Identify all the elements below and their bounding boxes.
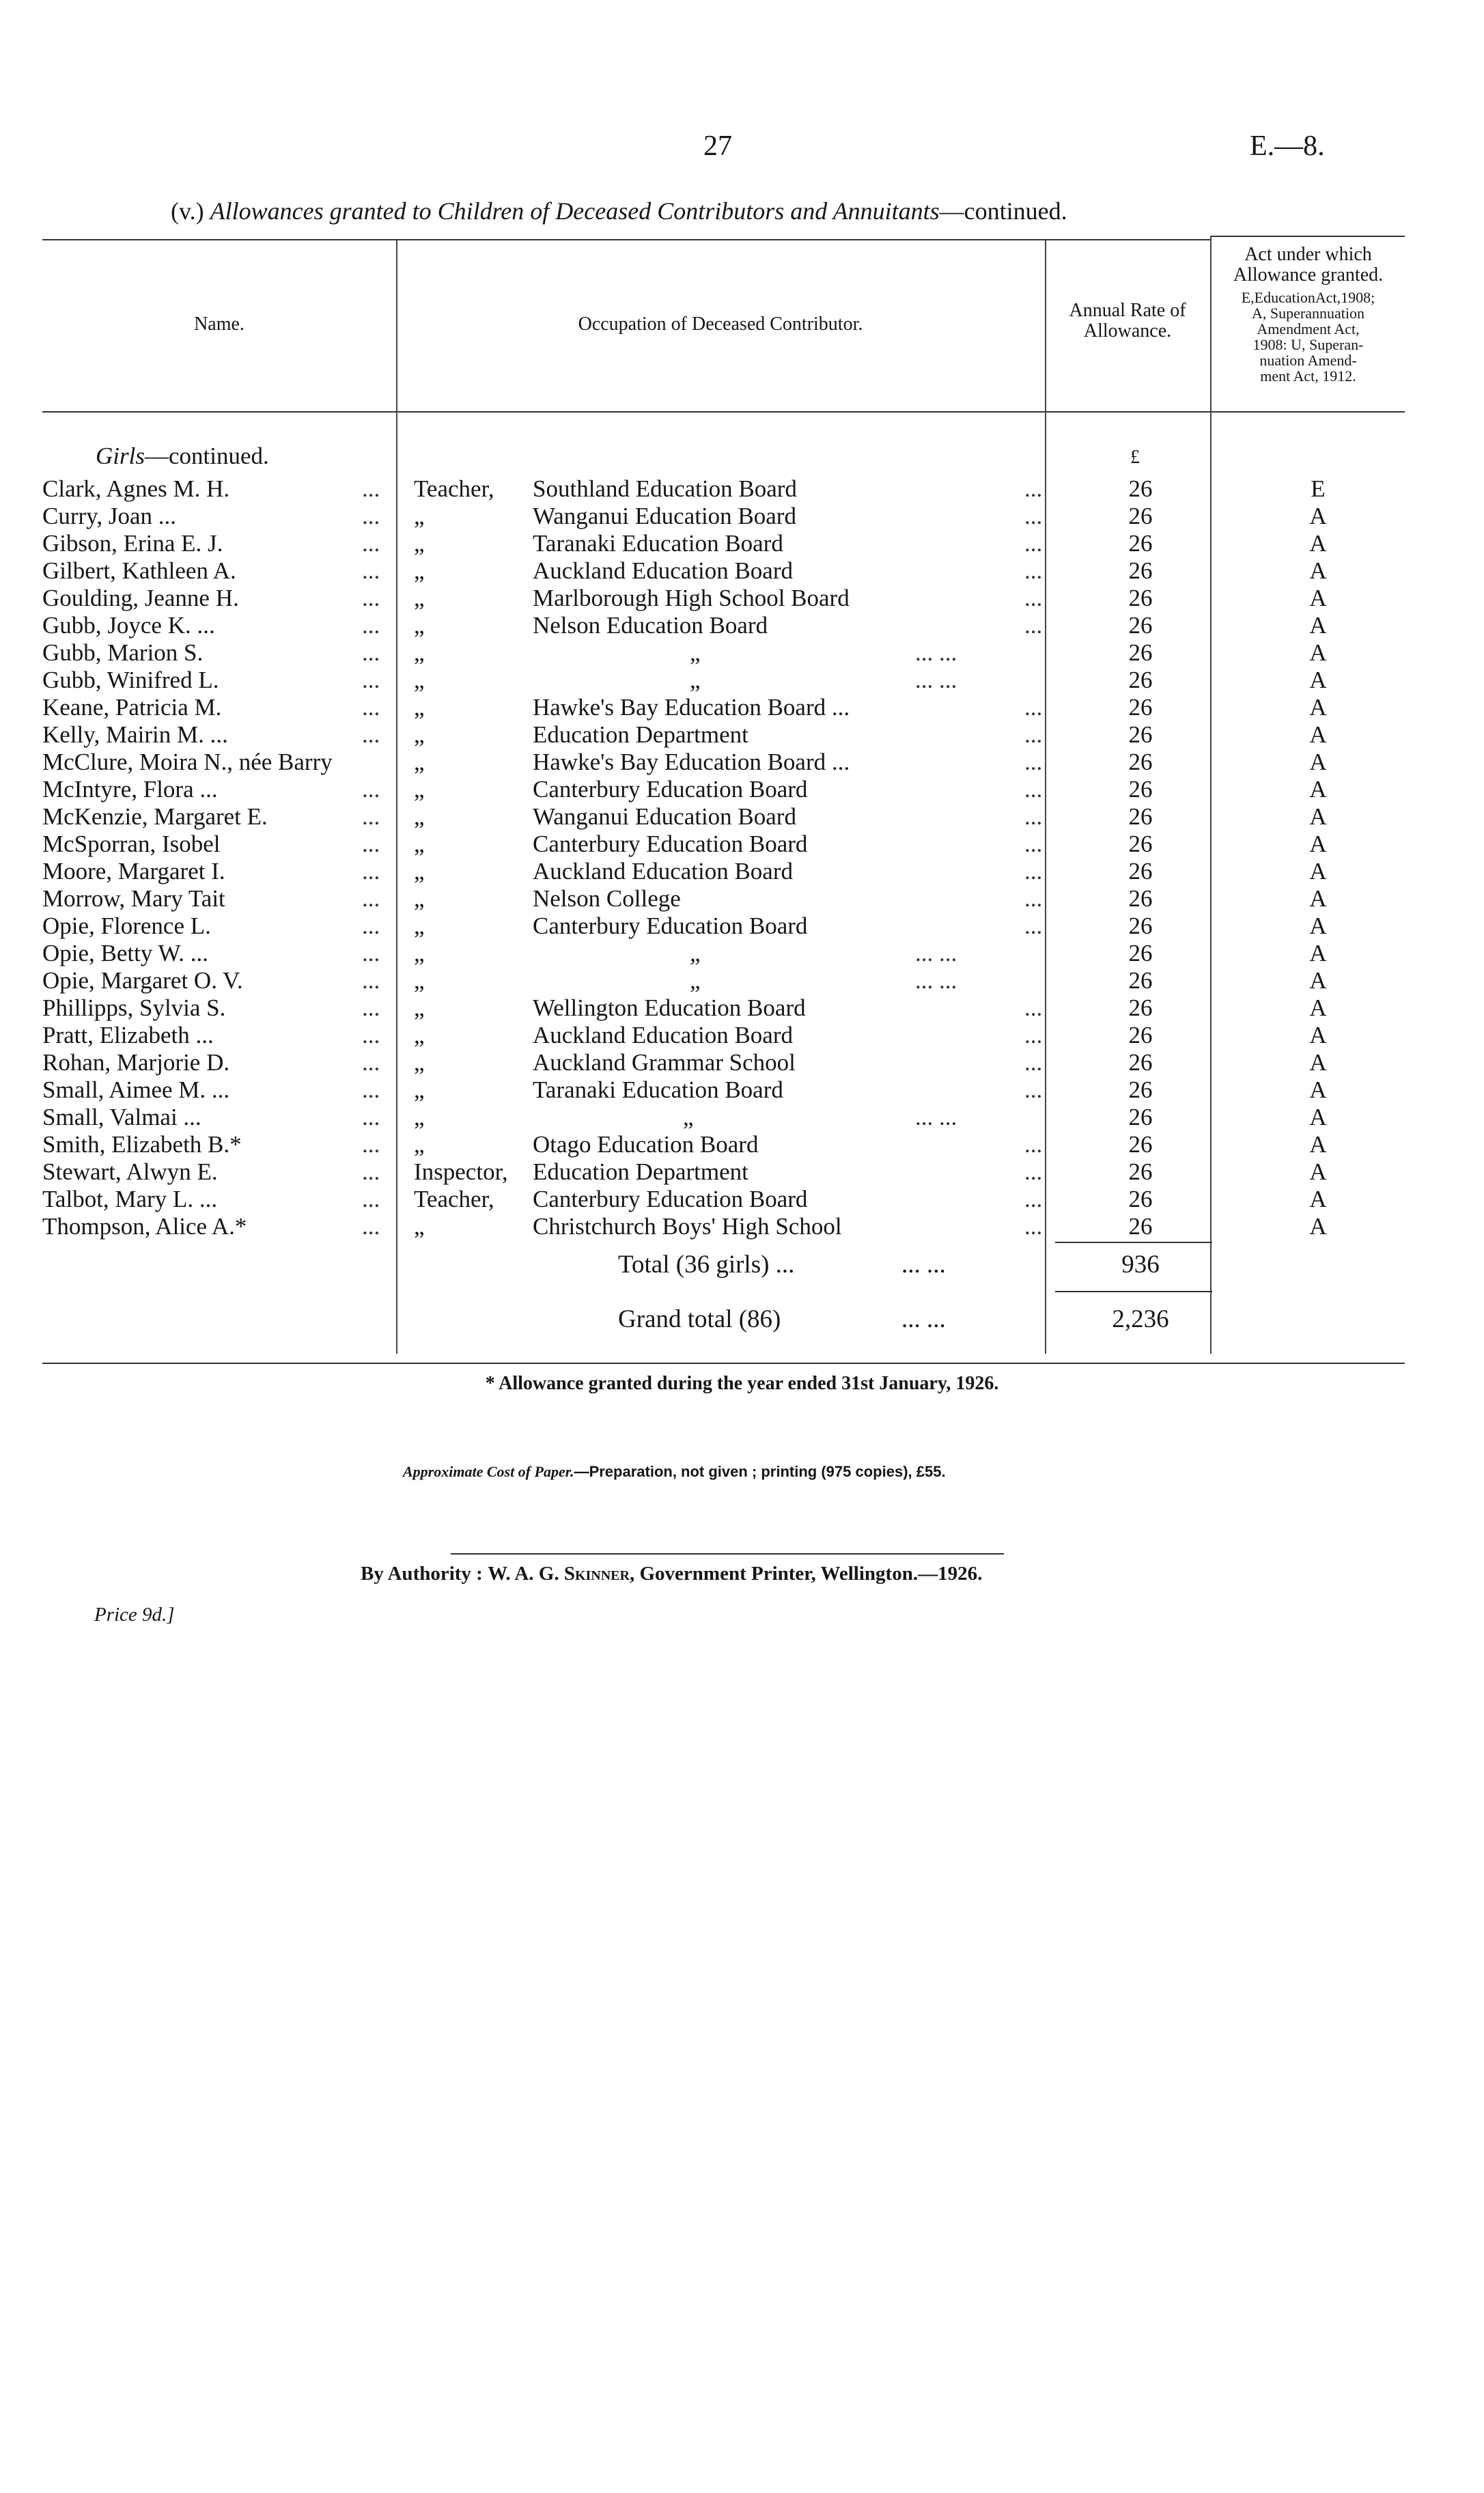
table-row	[0, 858, 1484, 885]
leader-dots: ...	[362, 858, 380, 885]
table-row	[0, 694, 1484, 721]
cell-occupation: Canterbury Education Board	[533, 1186, 808, 1212]
printer-authority	[361, 1563, 982, 1585]
cell-rate: 26	[1128, 721, 1153, 748]
cell-occupation-prefix: „	[414, 694, 425, 721]
leader-dots: ...	[362, 913, 380, 939]
act-header-line1: Act under which	[1244, 244, 1372, 265]
act-header-line2: Allowance granted.	[1233, 264, 1384, 285]
leader-dots: ...	[1024, 1131, 1043, 1158]
leader-dots: ...	[1024, 1186, 1043, 1212]
cell-rate: 26	[1128, 1076, 1153, 1103]
cell-act: A	[1309, 612, 1327, 639]
leader-dots: ... ...	[901, 1251, 946, 1279]
cell-act: A	[1309, 994, 1327, 1021]
cell-occupation: Southland Education Board	[533, 475, 797, 502]
leader-dots: ... ...	[915, 667, 957, 693]
leader-dots: ...	[1024, 503, 1043, 529]
cell-occupation: Nelson College	[533, 885, 681, 912]
cell-occupation-prefix: „	[414, 530, 425, 557]
cell-act: A	[1309, 858, 1327, 885]
act-note: Amendment Act,	[1257, 320, 1360, 337]
leader-dots: ... ...	[915, 1104, 957, 1130]
leader-dots: ...	[1024, 721, 1043, 748]
cell-name: Smith, Elizabeth B.*	[42, 1131, 242, 1158]
cell-name: Clark, Agnes M. H.	[42, 475, 230, 502]
leader-dots: ...	[362, 639, 380, 666]
rate-header-line2: Allowance.	[1083, 320, 1172, 342]
leader-dots: ...	[362, 1049, 380, 1076]
cell-name: Small, Aimee M. ...	[42, 1076, 230, 1103]
cell-act: A	[1309, 1022, 1327, 1048]
authority-prefix: By Authority :	[361, 1563, 483, 1585]
cell-act: A	[1309, 530, 1327, 557]
cell-rate: 26	[1128, 694, 1153, 721]
table-row	[0, 1131, 1484, 1158]
cell-occupation: Christchurch Boys' High School	[533, 1213, 842, 1240]
cell-occupation-prefix: „	[414, 967, 425, 994]
subheading-suffix: —continued.	[144, 443, 269, 469]
authority-suffix: Government Printer, Wellington.—1926.	[639, 1563, 983, 1585]
leader-dots: ...	[362, 612, 380, 639]
cell-rate: 26	[1128, 1049, 1153, 1076]
cell-name: Thompson, Alice A.*	[42, 1213, 247, 1240]
cell-occupation-prefix: Teacher,	[414, 1186, 494, 1212]
printer-name: W. A. G. Skinner,	[488, 1563, 635, 1585]
cell-rate: 26	[1128, 913, 1153, 939]
cell-rate: 26	[1128, 639, 1153, 666]
table-row	[0, 913, 1484, 940]
cell-occupation: „	[690, 639, 701, 666]
total-girls-value: 936	[1121, 1251, 1160, 1279]
cell-act: A	[1309, 940, 1327, 966]
cell-occupation: Hawke's Bay Education Board ...	[533, 749, 850, 775]
leader-dots: ...	[362, 721, 380, 748]
column-header-name: Name.	[194, 314, 244, 335]
cell-act: E	[1311, 475, 1326, 502]
cell-act: A	[1309, 1186, 1327, 1212]
table-row	[0, 667, 1484, 694]
cell-occupation-prefix: „	[414, 885, 425, 912]
act-header-top-rule	[1210, 236, 1405, 237]
cell-occupation-prefix: „	[414, 858, 425, 885]
cell-occupation: Canterbury Education Board	[533, 776, 808, 803]
cell-rate: 26	[1128, 967, 1153, 994]
footnote: * Allowance granted during the year ended 31st January, 1926.	[485, 1373, 999, 1394]
leader-dots: ...	[1024, 858, 1043, 885]
cell-rate: 26	[1128, 557, 1153, 584]
act-note: ment Act, 1912.	[1260, 367, 1356, 385]
leader-dots: ... ...	[901, 1305, 946, 1333]
cell-act: A	[1309, 1213, 1327, 1240]
cell-rate: 26	[1128, 749, 1153, 775]
cell-act: A	[1309, 639, 1327, 666]
leader-dots: ...	[1024, 1022, 1043, 1048]
cell-occupation-prefix: „	[414, 749, 425, 775]
cell-occupation-prefix: „	[414, 721, 425, 748]
cell-occupation-prefix: „	[414, 803, 425, 830]
caption-title: Allowances granted to Children of Deceased Contributors and Annuitants	[210, 197, 940, 225]
cell-rate: 26	[1128, 1158, 1153, 1185]
leader-dots: ...	[362, 776, 380, 803]
cell-occupation: „	[690, 940, 701, 966]
currency-symbol: £	[1130, 447, 1140, 468]
cell-occupation-prefix: „	[414, 994, 425, 1021]
cell-name: Kelly, Mairin M. ...	[42, 721, 228, 748]
total-rule-bottom	[1055, 1291, 1212, 1292]
act-note: nuation Amend-	[1259, 352, 1357, 369]
cell-occupation: Auckland Grammar School	[533, 1049, 796, 1076]
table-row	[0, 475, 1484, 503]
leader-dots: ...	[362, 1131, 380, 1158]
cell-name: Rohan, Marjorie D.	[42, 1049, 230, 1076]
cell-occupation: Education Department	[533, 1158, 748, 1185]
leader-dots: ...	[362, 503, 380, 529]
cell-occupation-prefix: Inspector,	[414, 1158, 508, 1185]
table-row	[0, 1104, 1484, 1131]
table-row	[0, 530, 1484, 557]
caption-suffix: —continued.	[939, 197, 1067, 225]
table-row	[0, 503, 1484, 530]
cell-act: A	[1309, 503, 1327, 529]
table-row	[0, 885, 1484, 913]
leader-dots: ...	[362, 1186, 380, 1212]
leader-dots: ...	[1024, 557, 1043, 584]
caption-prefix: (v.)	[171, 197, 204, 225]
authority-rule	[451, 1553, 1004, 1555]
cell-name: Phillipps, Sylvia S.	[42, 994, 226, 1021]
total-girls-label: Total (36 girls) ...	[618, 1251, 795, 1279]
leader-dots: ...	[362, 585, 380, 611]
cell-name: Morrow, Mary Tait	[42, 885, 225, 912]
cost-label: Approximate Cost of Paper.	[403, 1463, 574, 1480]
cell-act: A	[1309, 831, 1327, 857]
table-row	[0, 1022, 1484, 1049]
leader-dots: ...	[1024, 530, 1043, 557]
cell-rate: 26	[1128, 1213, 1153, 1240]
cell-occupation: Auckland Education Board	[533, 858, 794, 885]
leader-dots: ...	[362, 1213, 380, 1240]
cell-occupation: Taranaki Education Board	[533, 530, 783, 557]
table-row	[0, 612, 1484, 639]
table-row	[0, 967, 1484, 994]
table-row	[0, 803, 1484, 831]
cell-rate: 26	[1128, 1186, 1153, 1212]
table-row	[0, 1186, 1484, 1213]
cell-name: Opie, Florence L.	[42, 913, 211, 939]
leader-dots: ...	[1024, 831, 1043, 857]
cell-occupation-prefix: „	[414, 639, 425, 666]
grand-total-label: Grand total (86)	[618, 1305, 781, 1333]
act-note: 1908: U, Superan-	[1252, 336, 1364, 353]
table-bottom-rule	[42, 1363, 1405, 1364]
table-row	[0, 557, 1484, 585]
leader-dots: ...	[1024, 1049, 1043, 1076]
cell-name: McClure, Moira N., née Barry	[42, 749, 333, 775]
cell-occupation: Wanganui Education Board	[533, 503, 796, 529]
grand-total-value: 2,236	[1112, 1305, 1169, 1333]
cell-act: A	[1309, 557, 1327, 584]
header-bottom-rule	[42, 411, 1405, 413]
table-row	[0, 749, 1484, 776]
cell-name: Gubb, Winifred L.	[42, 667, 219, 693]
leader-dots: ...	[362, 967, 380, 994]
table-row	[0, 1213, 1484, 1240]
table-row	[0, 1158, 1484, 1186]
cell-occupation: Auckland Education Board	[533, 1022, 794, 1048]
document-reference: E.—8.	[1250, 130, 1325, 162]
leader-dots: ...	[1024, 994, 1043, 1021]
cell-occupation-prefix: „	[414, 503, 425, 529]
cell-occupation-prefix: „	[414, 776, 425, 803]
leader-dots: ...	[1024, 776, 1043, 803]
cell-name: Talbot, Mary L. ...	[42, 1186, 218, 1212]
cell-name: McSporran, Isobel	[42, 831, 221, 857]
cell-name: Pratt, Elizabeth ...	[42, 1022, 214, 1048]
cell-name: Small, Valmai ...	[42, 1104, 201, 1130]
cell-act: A	[1309, 803, 1327, 830]
cell-occupation: „	[690, 667, 701, 693]
cell-rate: 26	[1128, 940, 1153, 966]
cell-occupation-prefix: „	[414, 557, 425, 584]
cell-act: A	[1309, 749, 1327, 775]
cell-act: A	[1309, 1131, 1327, 1158]
cell-occupation-prefix: „	[414, 940, 425, 966]
cell-occupation: Taranaki Education Board	[533, 1076, 783, 1103]
table-row	[0, 721, 1484, 749]
cell-occupation-prefix: „	[414, 1049, 425, 1076]
leader-dots: ...	[1024, 1213, 1043, 1240]
leader-dots: ...	[362, 530, 380, 557]
section-subheading	[96, 443, 269, 470]
cell-occupation: Otago Education Board	[533, 1131, 759, 1158]
cell-occupation: Wanganui Education Board	[533, 803, 796, 830]
cell-occupation-prefix: „	[414, 1104, 425, 1130]
page-number: 27	[703, 130, 732, 162]
leader-dots: ... ...	[915, 639, 957, 666]
act-note: E,EducationAct,1908;	[1241, 289, 1375, 306]
cost-text: —Preparation, not given ; printing (975 copies), £55.	[574, 1463, 946, 1480]
table-row	[0, 585, 1484, 612]
cell-act: A	[1309, 1049, 1327, 1076]
cell-occupation: Nelson Education Board	[533, 612, 768, 639]
cost-of-paper	[403, 1463, 946, 1481]
cell-act: A	[1309, 667, 1327, 693]
cell-act: A	[1309, 967, 1327, 994]
rate-header-line1: Annual Rate of	[1069, 300, 1186, 321]
leader-dots: ...	[1024, 585, 1043, 611]
table-row	[0, 1076, 1484, 1104]
cell-rate: 26	[1128, 585, 1153, 611]
cell-occupation-prefix: Teacher,	[414, 475, 494, 502]
cell-name: Opie, Margaret O. V.	[42, 967, 243, 994]
cell-act: A	[1309, 694, 1327, 721]
table-caption	[171, 197, 1067, 225]
cell-name: Stewart, Alwyn E.	[42, 1158, 218, 1185]
leader-dots: ...	[362, 694, 380, 721]
cell-rate: 26	[1128, 1131, 1153, 1158]
cell-rate: 26	[1128, 612, 1153, 639]
cell-occupation: Wellington Education Board	[533, 994, 806, 1021]
leader-dots: ...	[1024, 694, 1043, 721]
table-row	[0, 776, 1484, 803]
table-row	[0, 1049, 1484, 1076]
cell-occupation: „	[683, 1104, 694, 1130]
cell-occupation-prefix: „	[414, 1131, 425, 1158]
cell-name: Gibson, Erina E. J.	[42, 530, 223, 557]
cell-occupation: Marlborough High School Board	[533, 585, 850, 611]
leader-dots: ... ...	[915, 967, 957, 994]
cell-name: McKenzie, Margaret E.	[42, 803, 268, 830]
leader-dots: ...	[1024, 885, 1043, 912]
leader-dots: ...	[362, 940, 380, 966]
cell-act: A	[1309, 1158, 1327, 1185]
leader-dots: ...	[1024, 475, 1043, 502]
leader-dots: ...	[362, 1076, 380, 1103]
cell-occupation-prefix: „	[414, 612, 425, 639]
leader-dots: ...	[1024, 612, 1043, 639]
cell-name: Moore, Margaret I.	[42, 858, 225, 885]
cell-act: A	[1309, 585, 1327, 611]
column-header-rate	[1045, 301, 1210, 342]
cell-occupation-prefix: „	[414, 831, 425, 857]
cell-rate: 26	[1128, 503, 1153, 529]
leader-dots: ...	[362, 831, 380, 857]
cell-rate: 26	[1128, 1104, 1153, 1130]
column-header-occupation: Occupation of Deceased Contributor.	[578, 314, 863, 335]
cell-rate: 26	[1128, 994, 1153, 1021]
cell-rate: 26	[1128, 858, 1153, 885]
cell-act: A	[1309, 776, 1327, 803]
act-header-notes	[1212, 290, 1405, 384]
cell-act: A	[1309, 885, 1327, 912]
cell-occupation: „	[690, 967, 701, 994]
act-note: A, Superannuation	[1252, 305, 1364, 322]
leader-dots: ...	[362, 557, 380, 584]
cell-name: Opie, Betty W. ...	[42, 940, 209, 966]
table-row	[0, 831, 1484, 858]
cell-act: A	[1309, 721, 1327, 748]
cell-rate: 26	[1128, 667, 1153, 693]
total-rule-top	[1055, 1242, 1212, 1243]
cell-rate: 26	[1128, 1022, 1153, 1048]
leader-dots: ...	[362, 803, 380, 830]
cell-act: A	[1309, 1076, 1327, 1103]
subheading-girls: Girls	[96, 443, 145, 469]
cell-act: A	[1309, 1104, 1327, 1130]
cell-occupation-prefix: „	[414, 913, 425, 939]
cell-rate: 26	[1128, 776, 1153, 803]
leader-dots: ...	[362, 885, 380, 912]
cell-name: Gubb, Joyce K. ...	[42, 612, 215, 639]
leader-dots: ...	[1024, 749, 1043, 775]
cell-occupation-prefix: „	[414, 1022, 425, 1048]
cell-name: Gubb, Marion S.	[42, 639, 204, 666]
cell-name: Keane, Patricia M.	[42, 694, 222, 721]
leader-dots: ... ...	[915, 940, 957, 966]
cell-occupation: Canterbury Education Board	[533, 913, 808, 939]
cell-rate: 26	[1128, 803, 1153, 830]
cell-occupation-prefix: „	[414, 585, 425, 611]
leader-dots: ...	[1024, 803, 1043, 830]
cell-rate: 26	[1128, 530, 1153, 557]
cell-occupation-prefix: „	[414, 1213, 425, 1240]
leader-dots: ...	[1024, 1076, 1043, 1103]
table-row	[0, 639, 1484, 667]
cell-rate: 26	[1128, 831, 1153, 857]
cell-occupation: Hawke's Bay Education Board ...	[533, 694, 850, 721]
column-header-act	[1212, 245, 1405, 285]
cell-name: Goulding, Jeanne H.	[42, 585, 239, 611]
cell-rate: 26	[1128, 475, 1153, 502]
leader-dots: ...	[362, 667, 380, 693]
cell-name: Gilbert, Kathleen A.	[42, 557, 236, 584]
leader-dots: ...	[362, 1158, 380, 1185]
cell-occupation: Auckland Education Board	[533, 557, 794, 584]
leader-dots: ...	[362, 994, 380, 1021]
table-row	[0, 994, 1484, 1022]
cell-occupation: Canterbury Education Board	[533, 831, 808, 857]
leader-dots: ...	[362, 1022, 380, 1048]
leader-dots: ...	[1024, 913, 1043, 939]
cell-occupation-prefix: „	[414, 1076, 425, 1103]
cell-name: Curry, Joan ...	[42, 503, 177, 529]
table-row	[0, 940, 1484, 967]
cell-name: McIntyre, Flora ...	[42, 776, 218, 803]
price: Price 9d.]	[94, 1604, 175, 1626]
cell-rate: 26	[1128, 885, 1153, 912]
cell-act: A	[1309, 913, 1327, 939]
leader-dots: ...	[362, 1104, 380, 1130]
table-top-rule	[42, 239, 1210, 240]
leader-dots: ...	[1024, 1158, 1043, 1185]
cell-occupation: Education Department	[533, 721, 748, 748]
cell-occupation-prefix: „	[414, 667, 425, 693]
leader-dots: ...	[362, 475, 380, 502]
